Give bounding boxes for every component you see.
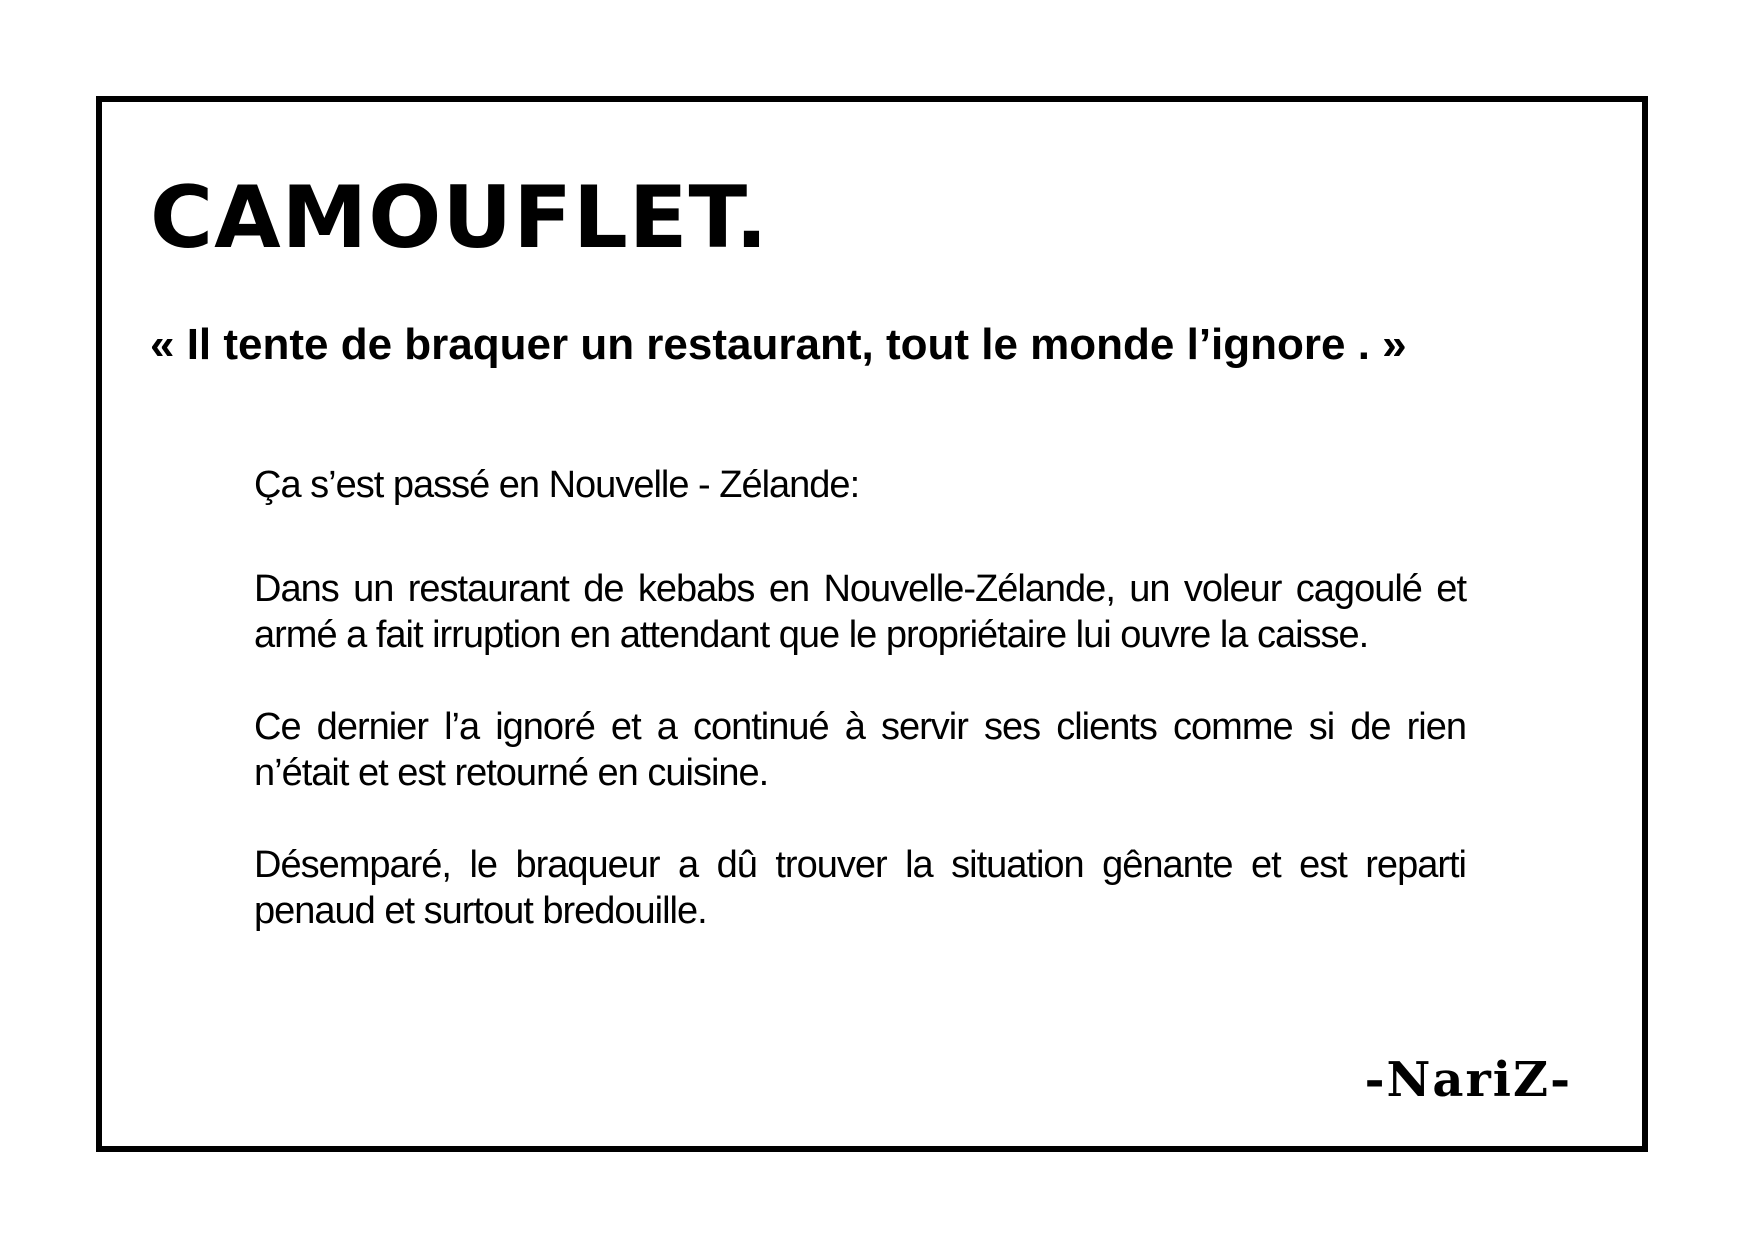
- paragraph-1: Dans un restaurant de kebabs en Nouvelle-Zélande, un voleur cagoulé et armé a fait irruption en attendant que le propriétaire lui ouvre la caisse.: [254, 568, 1466, 656]
- headline-quote: « Il tente de braquer un restaurant, tout le monde l’ignore . »: [150, 320, 1407, 369]
- intro-line: Ça s’est passé en Nouvelle - Zélande:: [254, 464, 860, 506]
- page-title: CAMOUFLET.: [150, 168, 769, 268]
- paragraph-2: Ce dernier l’a ignoré et a continué à servir ses clients comme si de rien n’était et est retourné en cuisine.: [254, 706, 1466, 794]
- author-signature: -NariZ-: [1364, 1052, 1572, 1108]
- paragraph-3: Désemparé, le braqueur a dû trouver la situation gênante et est reparti penaud et surtout bredouille.: [254, 844, 1466, 932]
